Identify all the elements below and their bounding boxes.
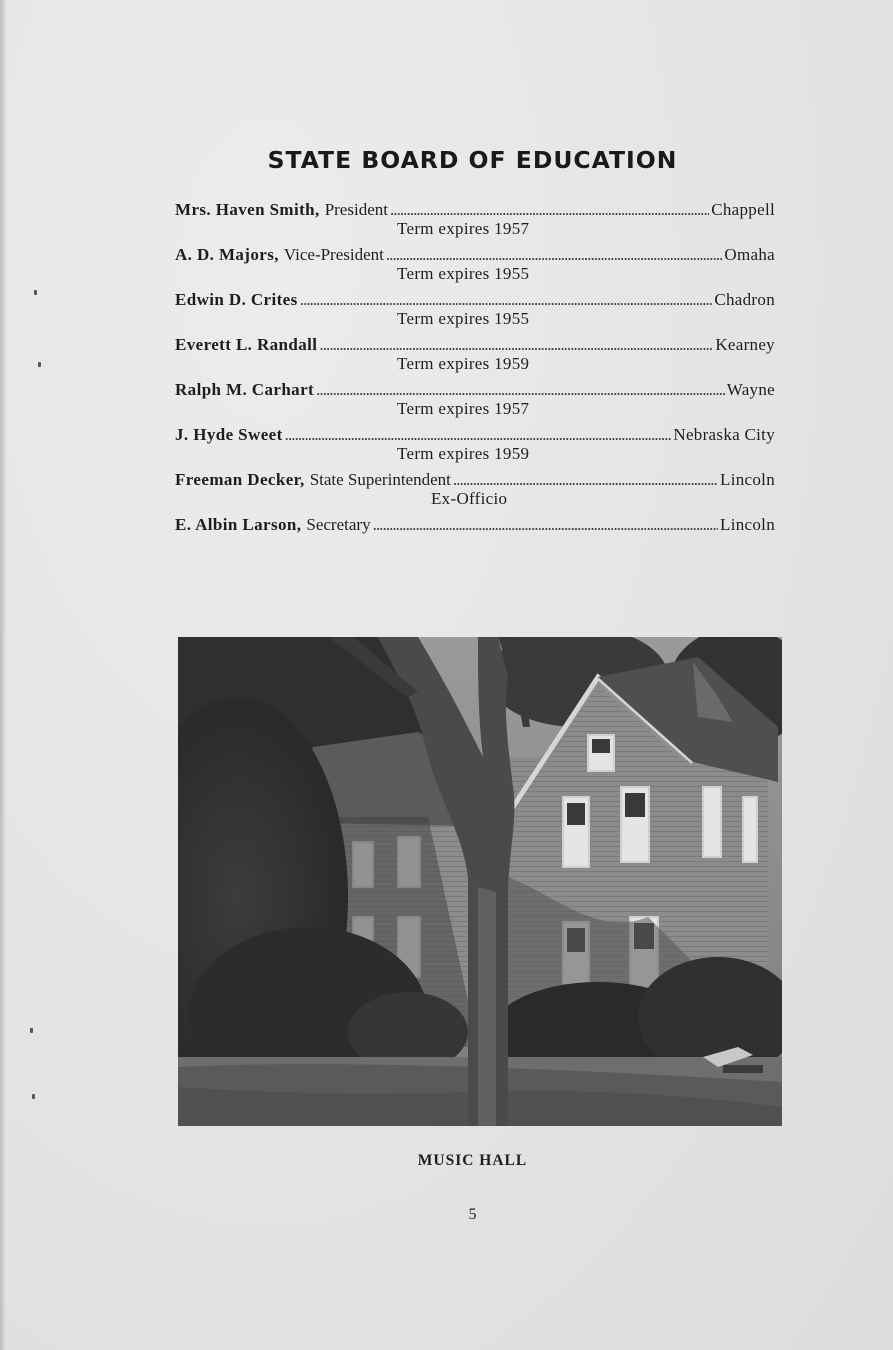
- member-name: A. D. Majors,: [175, 245, 279, 264]
- member-name: Freeman Decker,: [175, 470, 305, 489]
- dot-leader: [386, 245, 723, 265]
- member-term: Term expires 1959: [397, 444, 530, 463]
- member-city: Lincoln: [720, 470, 775, 489]
- member-name: Everett L. Randall: [175, 335, 318, 354]
- dot-leader: [390, 200, 709, 220]
- paper-speck: [34, 290, 37, 295]
- member-term: Term expires 1957: [397, 399, 530, 418]
- member-role: Secretary: [306, 515, 371, 534]
- member-entry: [175, 470, 775, 508]
- member-entry: [175, 200, 775, 238]
- music-hall-photo: [178, 637, 782, 1126]
- member-role: Vice-President: [283, 245, 384, 264]
- member-term: Term expires 1955: [397, 264, 530, 283]
- member-term: Term expires 1959: [397, 354, 530, 373]
- member-name: Edwin D. Crites: [175, 290, 298, 309]
- member-city: Nebraska City: [673, 425, 775, 444]
- member-role: State Superintendent: [309, 470, 451, 489]
- member-name: Ralph M. Carhart: [175, 380, 315, 399]
- member-city: Omaha: [724, 245, 775, 264]
- paper-speck: [38, 362, 41, 367]
- member-city: Chappell: [711, 200, 775, 219]
- member-entry: [175, 515, 775, 535]
- member-city: Kearney: [715, 335, 775, 354]
- dot-leader: [285, 425, 672, 445]
- member-name: J. Hyde Sweet: [175, 425, 283, 444]
- member-name: Mrs. Haven Smith,: [175, 200, 320, 219]
- page-title: STATE BOARD OF EDUCATION: [267, 146, 678, 174]
- member-entry: [175, 290, 775, 328]
- member-term: Term expires 1957: [397, 219, 530, 238]
- member-role: President: [324, 200, 388, 219]
- member-term: Term expires 1955: [397, 309, 530, 328]
- member-entry: [175, 245, 775, 283]
- member-city: Wayne: [726, 380, 775, 399]
- dot-leader: [316, 380, 725, 400]
- paper-speck: [30, 1028, 33, 1033]
- board-member-list: [175, 200, 775, 542]
- paper-speck: [32, 1094, 35, 1099]
- dot-leader: [319, 335, 713, 355]
- page-edge-shadow: [0, 0, 6, 1350]
- member-entry: [175, 335, 775, 373]
- member-city: Chadron: [714, 290, 775, 309]
- member-entry: [175, 425, 775, 463]
- dot-leader: [300, 290, 713, 310]
- member-name: E. Albin Larson,: [175, 515, 302, 534]
- member-term: Ex-Officio: [431, 489, 508, 508]
- member-city: Lincoln: [720, 515, 775, 534]
- photo-caption: MUSIC HALL: [417, 1152, 528, 1169]
- dot-leader: [453, 470, 718, 490]
- page-number: 5: [468, 1206, 477, 1223]
- member-entry: [175, 380, 775, 418]
- dot-leader: [373, 515, 718, 535]
